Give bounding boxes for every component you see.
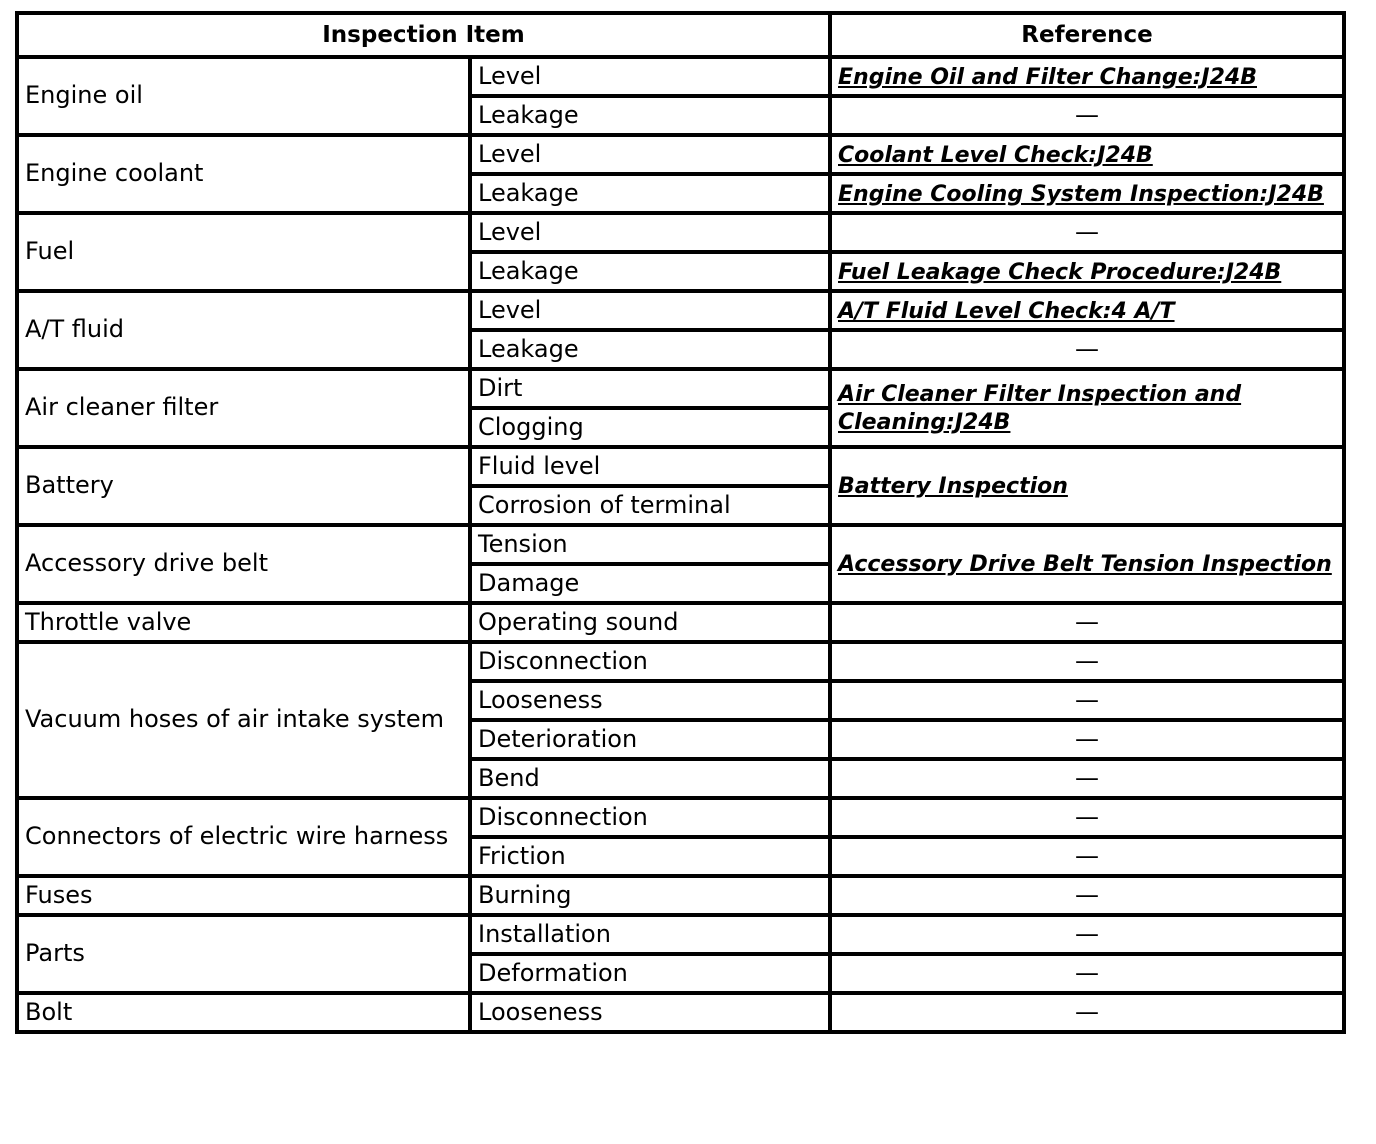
inspection-subitem-cell: Leakage xyxy=(470,252,830,291)
inspection-subitem-cell: Dirt xyxy=(470,369,830,408)
reference-cell xyxy=(830,135,1344,174)
reference-cell xyxy=(830,252,1344,291)
reference-link[interactable]: Air Cleaner Filter Inspection and Cleaning:J24B xyxy=(838,382,1242,435)
reference-dash: — xyxy=(830,213,1344,252)
table-row xyxy=(17,525,1344,564)
reference-link[interactable]: Battery Inspection xyxy=(838,474,1068,500)
reference-dash: — xyxy=(830,642,1344,681)
inspection-subitem-cell: Damage xyxy=(470,564,830,603)
table-body xyxy=(17,57,1344,1032)
table-row xyxy=(17,603,1344,642)
table-row xyxy=(17,213,1344,252)
inspection-subitem-cell: Tension xyxy=(470,525,830,564)
reference-header: Reference xyxy=(830,13,1344,57)
inspection-item-cell: Accessory drive belt xyxy=(17,525,470,603)
table-row xyxy=(17,915,1344,954)
reference-link[interactable]: A/T Fluid Level Check:4 A/T xyxy=(838,298,1175,324)
inspection-subitem-cell: Corrosion of terminal xyxy=(470,486,830,525)
inspection-item-cell: A/T fluid xyxy=(17,291,470,369)
inspection-item-cell: Engine oil xyxy=(17,57,470,135)
reference-dash: — xyxy=(830,330,1344,369)
table-row xyxy=(17,876,1344,915)
table-header-row xyxy=(17,13,1344,57)
inspection-item-cell: Throttle valve xyxy=(17,603,470,642)
reference-dash: — xyxy=(830,96,1344,135)
table-row xyxy=(17,291,1344,330)
inspection-subitem-cell: Level xyxy=(470,291,830,330)
table-row xyxy=(17,135,1344,174)
reference-dash: — xyxy=(830,915,1344,954)
reference-cell xyxy=(830,57,1344,96)
inspection-item-cell: Air cleaner filter xyxy=(17,369,470,447)
inspection-item-cell: Fuel xyxy=(17,213,470,291)
inspection-subitem-cell: Leakage xyxy=(470,96,830,135)
reference-dash: — xyxy=(830,720,1344,759)
inspection-subitem-cell: Disconnection xyxy=(470,642,830,681)
reference-dash: — xyxy=(830,993,1344,1032)
reference-dash: — xyxy=(830,603,1344,642)
inspection-table xyxy=(15,11,1346,1034)
reference-cell xyxy=(830,369,1344,447)
inspection-subitem-cell: Clogging xyxy=(470,408,830,447)
reference-link[interactable]: Accessory Drive Belt Tension Inspection xyxy=(838,552,1332,578)
inspection-subitem-cell: Operating sound xyxy=(470,603,830,642)
reference-cell xyxy=(830,525,1344,603)
inspection-item-cell: Battery xyxy=(17,447,470,525)
reference-dash: — xyxy=(830,954,1344,993)
reference-dash: — xyxy=(830,798,1344,837)
reference-link[interactable]: Engine Oil and Filter Change:J24B xyxy=(838,64,1257,90)
inspection-subitem-cell: Bend xyxy=(470,759,830,798)
reference-link[interactable]: Fuel Leakage Check Procedure:J24B xyxy=(838,259,1282,285)
table-row xyxy=(17,993,1344,1032)
inspection-subitem-cell: Deterioration xyxy=(470,720,830,759)
reference-link[interactable]: Coolant Level Check:J24B xyxy=(838,142,1153,168)
inspection-subitem-cell: Friction xyxy=(470,837,830,876)
inspection-subitem-cell: Disconnection xyxy=(470,798,830,837)
inspection-subitem-cell: Leakage xyxy=(470,330,830,369)
inspection-item-cell: Bolt xyxy=(17,993,470,1032)
inspection-subitem-cell: Burning xyxy=(470,876,830,915)
table-row xyxy=(17,642,1344,681)
inspection-subitem-cell: Level xyxy=(470,135,830,174)
inspection-item-cell: Engine coolant xyxy=(17,135,470,213)
inspection-subitem-cell: Looseness xyxy=(470,681,830,720)
inspection-subitem-cell: Fluid level xyxy=(470,447,830,486)
reference-dash: — xyxy=(830,759,1344,798)
inspection-subitem-cell: Installation xyxy=(470,915,830,954)
inspection-subitem-cell: Level xyxy=(470,213,830,252)
inspection-item-header: Inspection Item xyxy=(17,13,830,57)
reference-cell xyxy=(830,291,1344,330)
reference-cell xyxy=(830,174,1344,213)
inspection-subitem-cell: Level xyxy=(470,57,830,96)
inspection-subitem-cell: Deformation xyxy=(470,954,830,993)
inspection-item-cell: Vacuum hoses of air intake system xyxy=(17,642,470,798)
inspection-item-cell: Connectors of electric wire harness xyxy=(17,798,470,876)
inspection-subitem-cell: Leakage xyxy=(470,174,830,213)
reference-link[interactable]: Engine Cooling System Inspection:J24B xyxy=(838,181,1324,207)
reference-dash: — xyxy=(830,681,1344,720)
table-row xyxy=(17,57,1344,96)
reference-cell xyxy=(830,447,1344,525)
inspection-item-cell: Fuses xyxy=(17,876,470,915)
inspection-item-cell: Parts xyxy=(17,915,470,993)
table-row xyxy=(17,447,1344,486)
table-row xyxy=(17,798,1344,837)
reference-dash: — xyxy=(830,876,1344,915)
inspection-subitem-cell: Looseness xyxy=(470,993,830,1032)
reference-dash: — xyxy=(830,837,1344,876)
table-row xyxy=(17,369,1344,408)
